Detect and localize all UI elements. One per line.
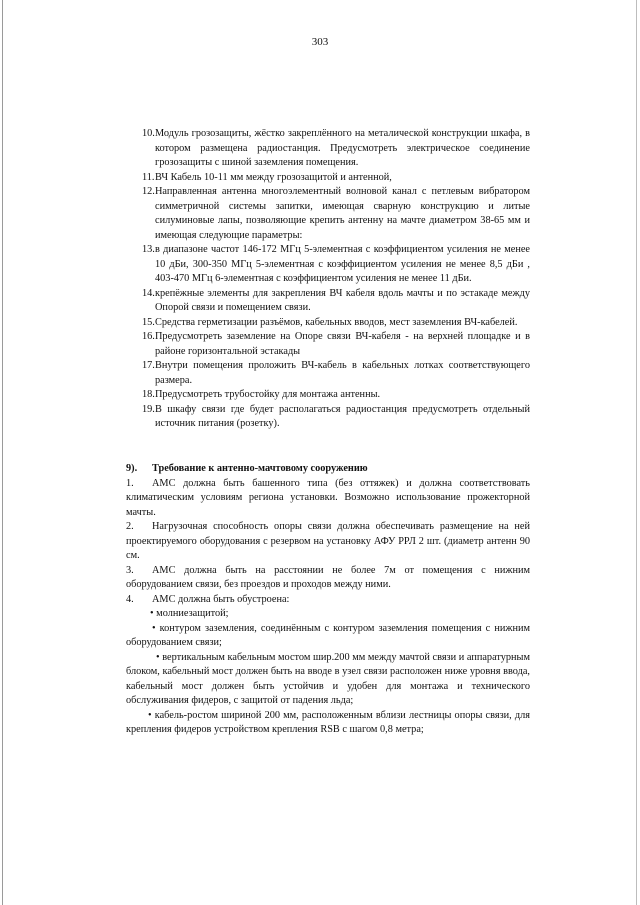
- list-item-number: 18.: [142, 389, 155, 400]
- list-item-number: 11.: [142, 171, 155, 183]
- list-item: [142, 287, 530, 316]
- list-item-text: крепёжные элементы для закрепления ВЧ кабеля вдоль мачты и по эстакаде между Опорой связи и помещением связи.: [155, 287, 530, 313]
- list-item: [142, 127, 530, 171]
- list-item-text: Направленная антенна многоэлементный волновой канал с петлевым вибратором симметричной системы запитки, имеющая сварную конструкцию и литые силуминовые лапы, позволяющие крепить антенну на мачте диаметром 38-65 мм и имеющая следующие параметры:: [155, 186, 530, 241]
- list-item-number: 17.: [142, 360, 155, 371]
- list-item: [142, 243, 530, 287]
- list-item-number: 13.: [142, 244, 155, 255]
- requirement-text: Нагрузочная способность опоры связи должна обеспечивать размещение на ней проектируемого оборудования с резервом на установку АФУ РРЛ 2 шт. (диаметр антенн 90 см.: [126, 521, 530, 561]
- section-heading-number: 9).: [126, 463, 138, 474]
- list-item: [142, 388, 530, 403]
- requirement-text: АМС должна быть обустроена:: [152, 593, 290, 605]
- requirement-text: АМС должна быть башенного типа (без оттяжек) и должна соответствовать климатическим условиям региона установки. Возможно использование прожекторной мачты.: [126, 477, 530, 518]
- list-item: [142, 171, 530, 186]
- requirement-item: [126, 520, 530, 564]
- page-number: 303: [311, 36, 329, 48]
- mast-requirements-section: [126, 462, 530, 738]
- requirement-item: [126, 593, 530, 608]
- scan-edge-left: [2, 0, 3, 905]
- list-item-text: Предусмотреть трубостойку для монтажа антенны.: [155, 389, 381, 400]
- list-item-text: В шкафу связи где будет располагаться радиостанция предусмотреть отдельный источник питания (розетку).: [155, 403, 530, 429]
- list-item-text: Средства герметизации разъёмов, кабельных вводов, мест заземления ВЧ-кабелей.: [155, 316, 518, 328]
- list-item-number: 19.: [142, 403, 155, 415]
- list-item-number: 12.: [142, 186, 155, 197]
- list-item: [142, 359, 530, 388]
- list-item-text: Внутри помещения проложить ВЧ-кабель в кабельных лотках соответствующего размера.: [155, 360, 530, 386]
- bullet-item: • молниезащитой;: [150, 608, 229, 619]
- bullet-item: • контуром заземления, соединённым с контуром заземления помещения с нижним оборудованием связи;: [126, 622, 530, 648]
- list-item-text: Модуль грозозащиты, жёстко закреплённого на металической конструкции шкафа, в котором размещена радиостанция. Предусмотреть электрическое соединение грозозащиты с шиной заземления помещения.: [155, 128, 530, 168]
- list-item-number: 16.: [142, 331, 155, 342]
- requirement-number: 1.: [126, 477, 134, 489]
- bullet-item: • вертикальным кабельным мостом шир.200 мм между мачтой связи и аппаратурным блоком, кабельный мост должен быть на вводе в узел связи расположен ниже уровня ввода, кабельный мост должен быть устойчив и удобен для монтажа и технического обслуживания фидеров, с защитой от падения льда;: [126, 651, 530, 706]
- list-item: [142, 403, 530, 432]
- requirement-number: 2.: [126, 521, 134, 532]
- list-item-number: 10.: [142, 128, 155, 139]
- requirement-number: 4.: [126, 593, 134, 605]
- list-item: [142, 316, 530, 331]
- list-item-number: 15.: [142, 316, 155, 328]
- equipment-list: [142, 127, 530, 432]
- list-item-text: Предусмотреть заземление на Опоре связи ВЧ-кабеля - на верхней площадке и в районе горизонтальной эстакады: [155, 331, 530, 357]
- section-heading: [126, 462, 530, 477]
- list-item-text: ВЧ Кабель 10-11 мм между грозозащитой и антенной,: [155, 171, 392, 183]
- requirement-item: [126, 564, 530, 593]
- requirement-text: АМС должна быть на расстоянии не более 7м от помещения с нижним оборудованием связи, без проездов и проходов между ними.: [126, 564, 530, 590]
- requirement-item: [126, 477, 530, 521]
- requirement-number: 3.: [126, 564, 134, 576]
- scan-edge-right: [636, 0, 637, 905]
- list-item-text: в диапазоне частот 146-172 МГц 5-элементная с коэффициентом усиления не менее 10 дБи, 300-350 МГц 5-элементная с коэффициентом усиления не менее 8,5 дБи , 403-470 МГц 6-элементная с коэффициентом усиления не менее 11 дБи.: [155, 244, 530, 284]
- list-item: [142, 185, 530, 243]
- bullet-item: • кабель-ростом шириной 200 мм, расположенным вблизи лестницы опоры связи, для крепления фидеров устройством крепления RSB с шагом 0,8 метра;: [126, 709, 530, 735]
- list-item-number: 14.: [142, 287, 155, 299]
- section-heading-text: Требование к антенно-мачтовому сооружению: [152, 463, 368, 474]
- list-item: [142, 330, 530, 359]
